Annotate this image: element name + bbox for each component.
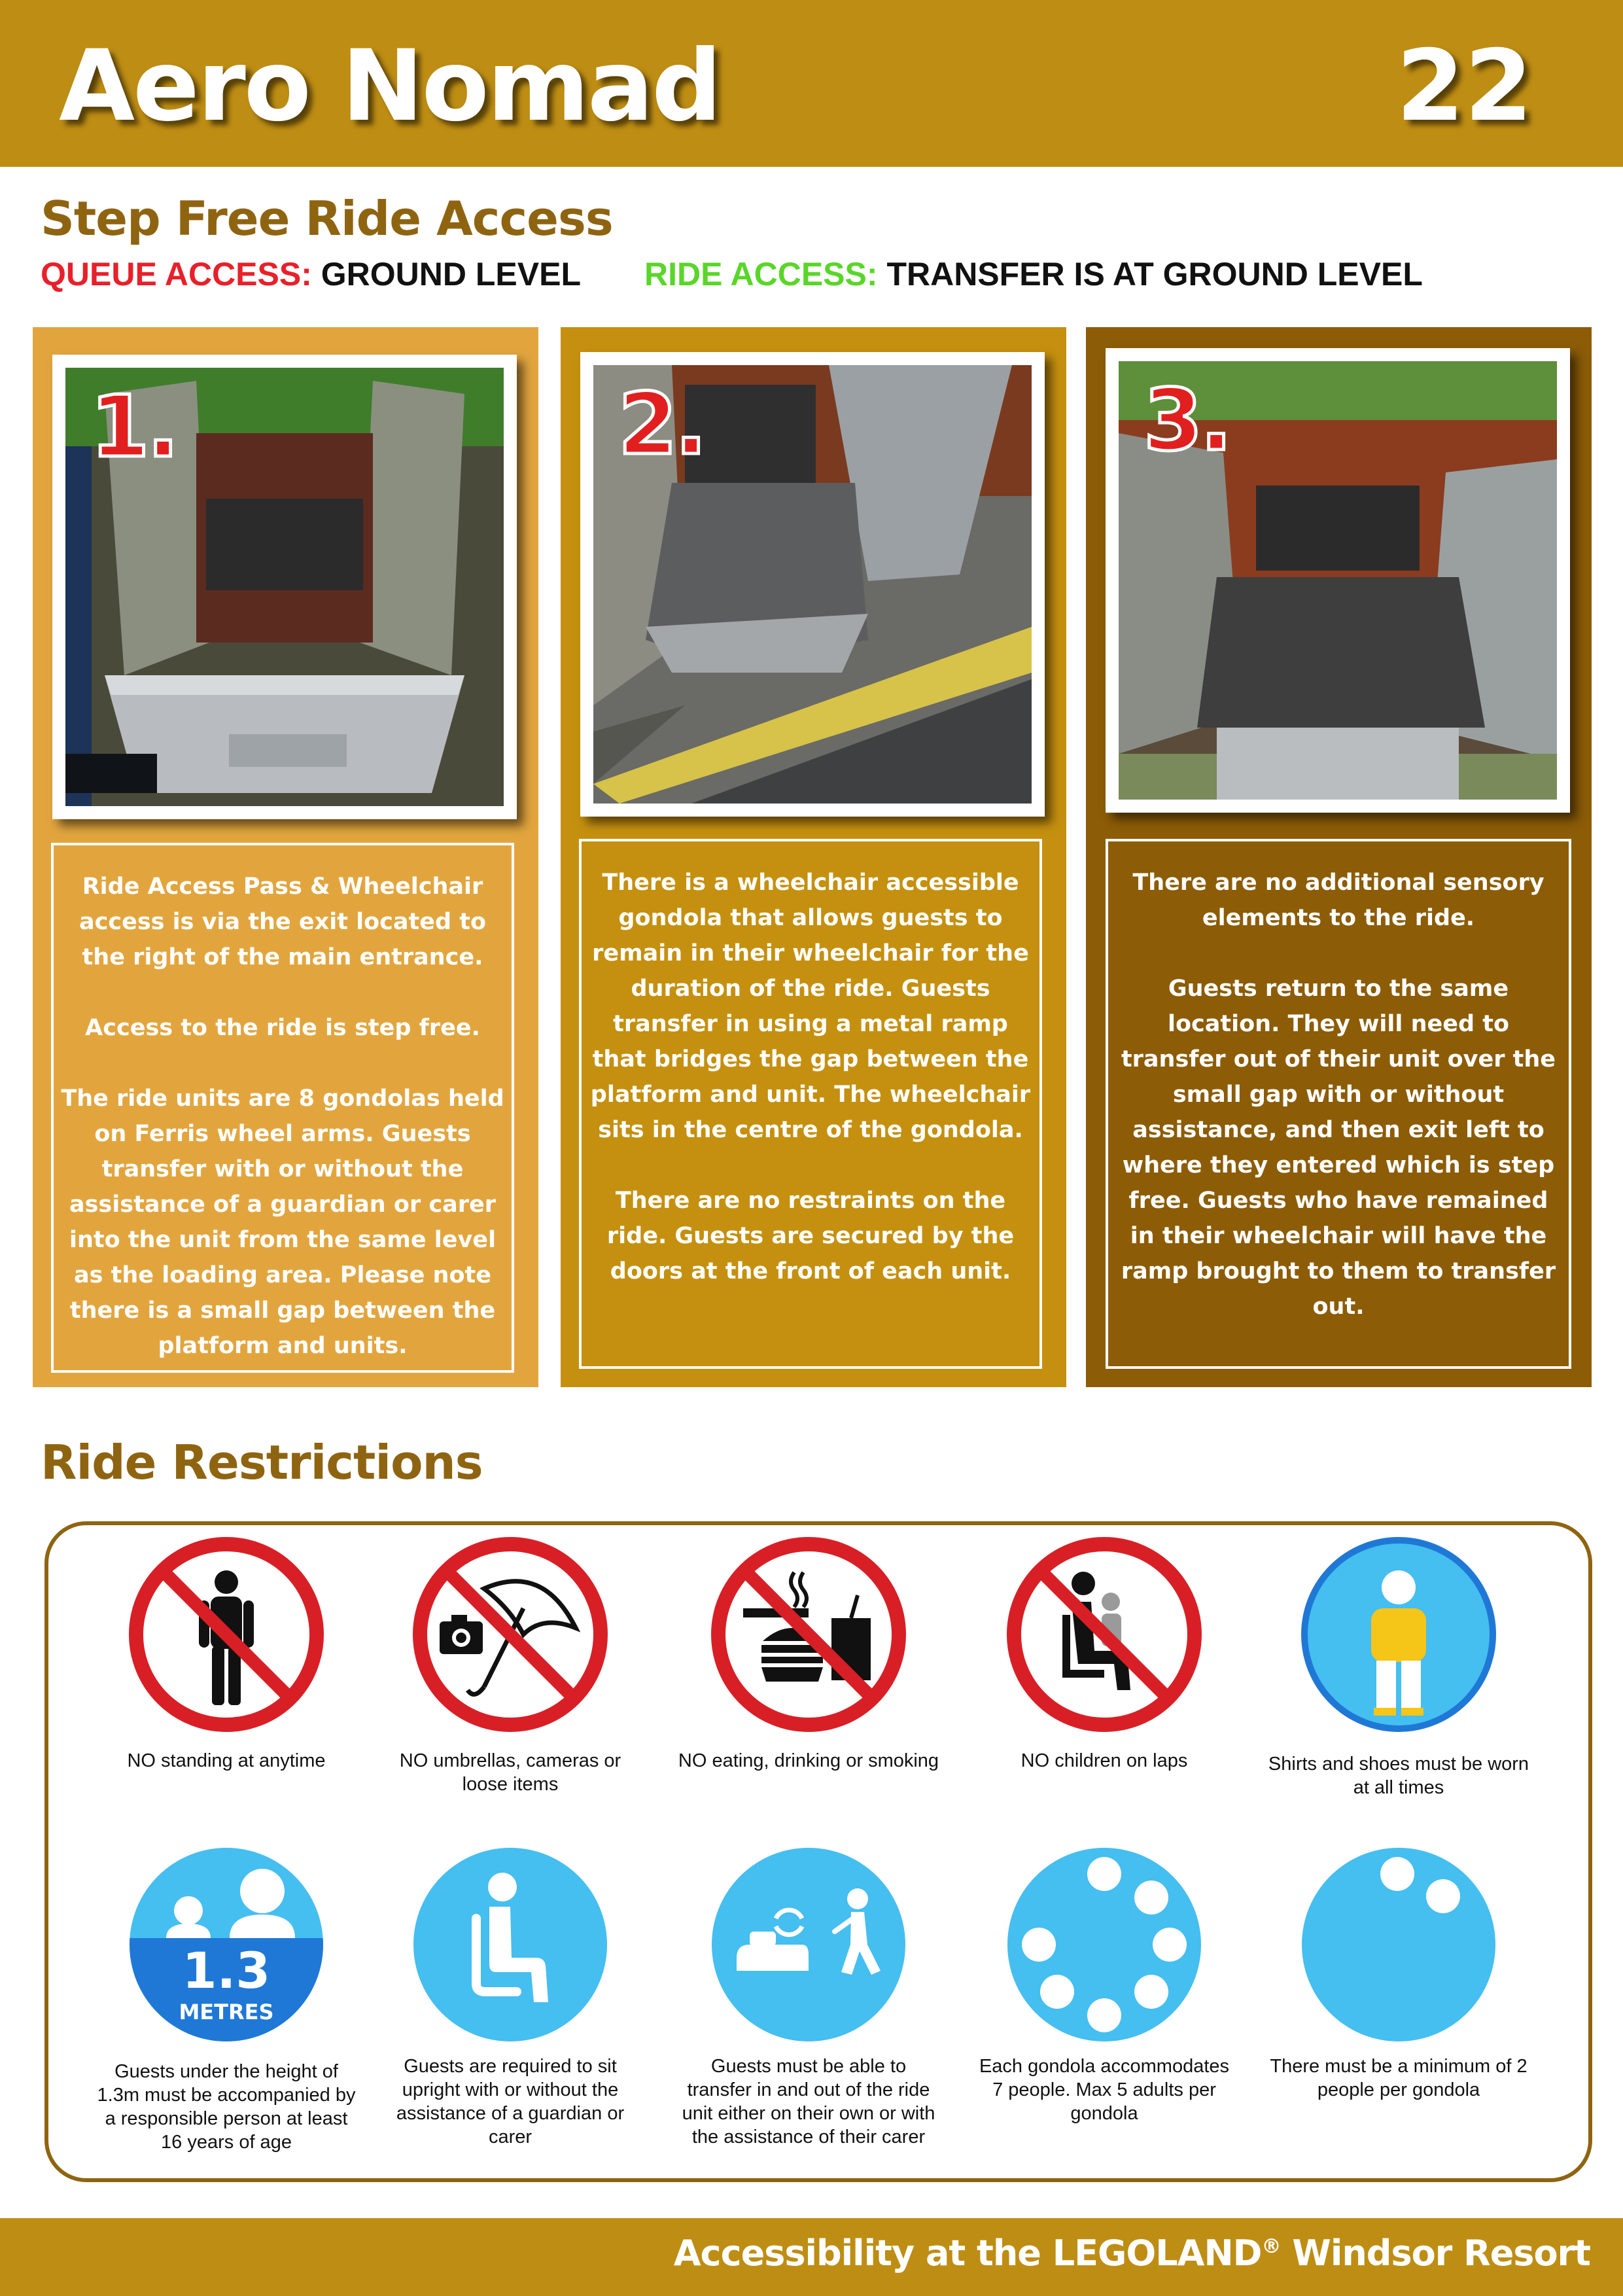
step-panel-3 (1086, 327, 1592, 1387)
queue-access-line (41, 255, 581, 293)
restriction-label: NO eating, drinking or smoking (678, 1750, 939, 1771)
ride-access-line (644, 255, 1423, 293)
queue-access-label: QUEUE ACCESS: (41, 256, 312, 292)
shirts-shoes-icon (1300, 1536, 1497, 1733)
footer-text-main: Accessibility at the LEGOLAND (673, 2233, 1262, 2274)
step-panel-2 (561, 327, 1066, 1387)
footer-bar (0, 2218, 1623, 2296)
ride-restrictions-title: Ride Restrictions (41, 1435, 483, 1490)
footer-text-resort: Windsor Resort (1280, 2233, 1590, 2274)
ride-number: 22 (1396, 29, 1533, 143)
ride-access-value: TRANSFER IS AT GROUND LEVEL (886, 256, 1423, 292)
step-2-paragraph: There are no restraints on the ride. Guests are secured by the doors at the front of each unit. (606, 1188, 1015, 1284)
step-3-text (1106, 839, 1571, 1369)
step-2-number: 2. (618, 374, 705, 474)
restriction-label: There must be a minimum of 2 people per gondola (1270, 2056, 1527, 2100)
step-1-number: 1. (90, 377, 177, 476)
queue-access-value: GROUND LEVEL (321, 256, 582, 292)
restriction-label: NO children on laps (1021, 1750, 1188, 1771)
step-3-paragraph: Guests return to the same location. They will need to transfer out of their unit over the small gap with or without assistance, and then exit left to where they entered which is step free. Guests who have remained in their wheelchair will have the ramp brought to them to transfer out. (1121, 976, 1556, 1320)
transfer-icon (710, 1846, 907, 2043)
restriction-label: Guests under the height of 1.3m must be accompanied by a responsible person at least 16 years of age (97, 2061, 356, 2153)
height-unit: METRES (179, 2000, 274, 2024)
restriction-label: NO umbrellas, cameras or loose items (399, 1750, 621, 1795)
restriction-label: Shirts and shoes must be worn at all times (1268, 1754, 1529, 1798)
no-umbrellas-cameras-icon (412, 1536, 608, 1733)
height-value: 1.3 (182, 1941, 271, 2000)
restriction-label: Guests must be able to transfer in and out of the ride unit either on their own or with the assistance of their carer (682, 2056, 935, 2147)
step-free-title: Step Free Ride Access (41, 191, 613, 246)
restriction-label: NO standing at anytime (127, 1750, 326, 1771)
step-2-paragraph: There is a wheelchair accessible gondola that allows guests to remain in their wheelchair for the duration of the ride. Guests transfer in using a metal ramp that bridges the gap between the platform and unit. The wheelchair sits in the centre of the gondola. (590, 870, 1031, 1143)
step-1-paragraph: Access to the ride is step free. (85, 1015, 480, 1041)
height-accompanied-icon (128, 1846, 324, 2043)
step-2-photo (580, 352, 1045, 817)
footer-text (674, 2233, 1590, 2274)
ride-access-label: RIDE ACCESS: (644, 256, 878, 292)
ride-title: Aero Nomad (59, 29, 720, 143)
step-1-text (51, 843, 514, 1373)
step-3-number: 3. (1143, 370, 1230, 470)
step-3-paragraph: There are no additional sensory elements to the ride. (1132, 870, 1544, 931)
step-1-paragraph: Ride Access Pass & Wheelchair access is via the exit located to the right of the main entrance. (79, 874, 487, 970)
minimum-two-icon (1300, 1846, 1497, 2043)
restriction-label: Guests are required to sit upright with or without the assistance of a guardian or carer (396, 2056, 625, 2147)
gondola-capacity-icon (1006, 1846, 1202, 2043)
step-1-paragraph: The ride units are 8 gondolas held on Ferris wheel arms. Guests transfer with or without the assistance of a guardian or carer into the unit from the same level as the loading area. Please note there is a small gap between the platform and units. (61, 1086, 504, 1359)
no-standing-icon (128, 1536, 324, 1733)
step-panel-1 (33, 327, 538, 1387)
no-eating-drinking-smoking-icon (710, 1536, 907, 1733)
sit-upright-icon (412, 1846, 608, 2043)
step-3-photo (1106, 348, 1570, 813)
header-bar (0, 0, 1623, 167)
registered-mark: ® (1261, 2235, 1281, 2258)
step-1-photo (52, 355, 517, 819)
step-2-text (579, 839, 1042, 1369)
no-children-on-laps-icon (1006, 1536, 1202, 1733)
restriction-label: Each gondola accommodates 7 people. Max 5 adults per gondola (979, 2056, 1230, 2124)
